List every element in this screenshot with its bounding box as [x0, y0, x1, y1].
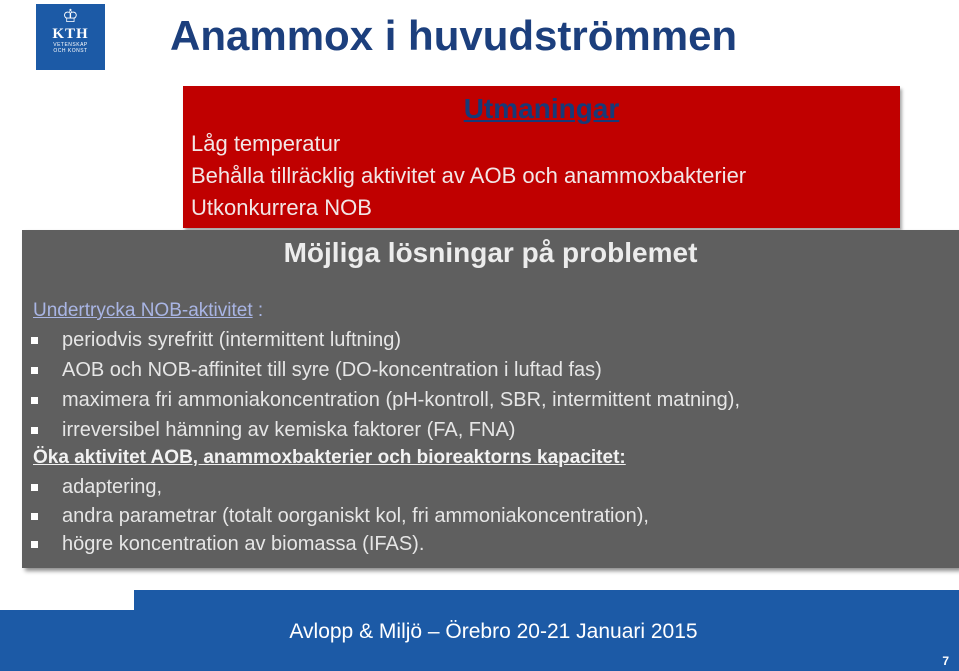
challenge-item: Behålla tillräcklig aktivitet av AOB och anammoxbakterier [191, 163, 747, 188]
list-item-text: högre koncentration av biomassa (IFAS). [62, 533, 425, 555]
section-increase-activity [33, 447, 626, 469]
footer-notch [0, 590, 134, 610]
list-item-text: periodvis syrefritt (intermittent luftning) [62, 329, 402, 351]
challenge-item: Utkonkurrera NOB [191, 195, 372, 220]
challenge-item: Låg temperatur [191, 131, 341, 156]
list-item-text: AOB och NOB-affinitet till syre (DO-koncentration i luftad fas) [62, 359, 602, 381]
bullet-square-icon [31, 513, 38, 520]
section-suppress-nob-suffix: : [252, 300, 264, 321]
list-item-text: maximera fri ammoniakoncentration (pH-kontroll, SBR, intermittent matning), [62, 389, 741, 411]
section-suppress-nob-label: Undertrycka NOB-aktivitet [33, 300, 253, 321]
bullet-square-icon [31, 397, 38, 404]
logo-line-1: VETENSKAP [53, 42, 88, 48]
challenges-heading: Utmaningar [463, 93, 620, 124]
list-item [31, 418, 515, 442]
logo-line-2: OCH KONST [53, 48, 88, 54]
list-item-text: adaptering, [62, 476, 163, 498]
bullet-square-icon [31, 484, 38, 491]
logo-name: KTH [52, 26, 89, 42]
kth-logo [36, 4, 105, 70]
bullet-square-icon [31, 427, 38, 434]
list-item-text: andra parametrar (totalt oorganiskt kol, fri ammoniakoncentration), [62, 505, 649, 527]
solutions-box [22, 230, 959, 568]
slide-title: Anammox i huvudströmmen [170, 12, 738, 59]
crown-icon: ♔ [62, 6, 79, 26]
bullet-square-icon [31, 337, 38, 344]
list-item [31, 532, 424, 556]
bullet-square-icon [31, 541, 38, 548]
solutions-heading: Möjliga lösningar på problemet [283, 237, 698, 268]
footer-text: Avlopp & Miljö – Örebro 20-21 Januari 2015 [289, 620, 698, 643]
list-item [31, 475, 162, 499]
list-item-text: irreversibel hämning av kemiska faktorer (FA, FNA) [62, 419, 516, 441]
bullet-square-icon [31, 367, 38, 374]
list-item [31, 388, 740, 412]
footer-bar [0, 590, 959, 671]
page-number: 7 [942, 654, 949, 668]
list-item [31, 328, 401, 352]
list-item [31, 358, 602, 382]
section-suppress-nob [33, 300, 263, 322]
challenges-box [183, 86, 900, 228]
section-increase-activity-label: Öka aktivitet AOB, anammoxbakterier och bioreaktorns kapacitet: [33, 447, 626, 468]
list-item [31, 504, 649, 528]
